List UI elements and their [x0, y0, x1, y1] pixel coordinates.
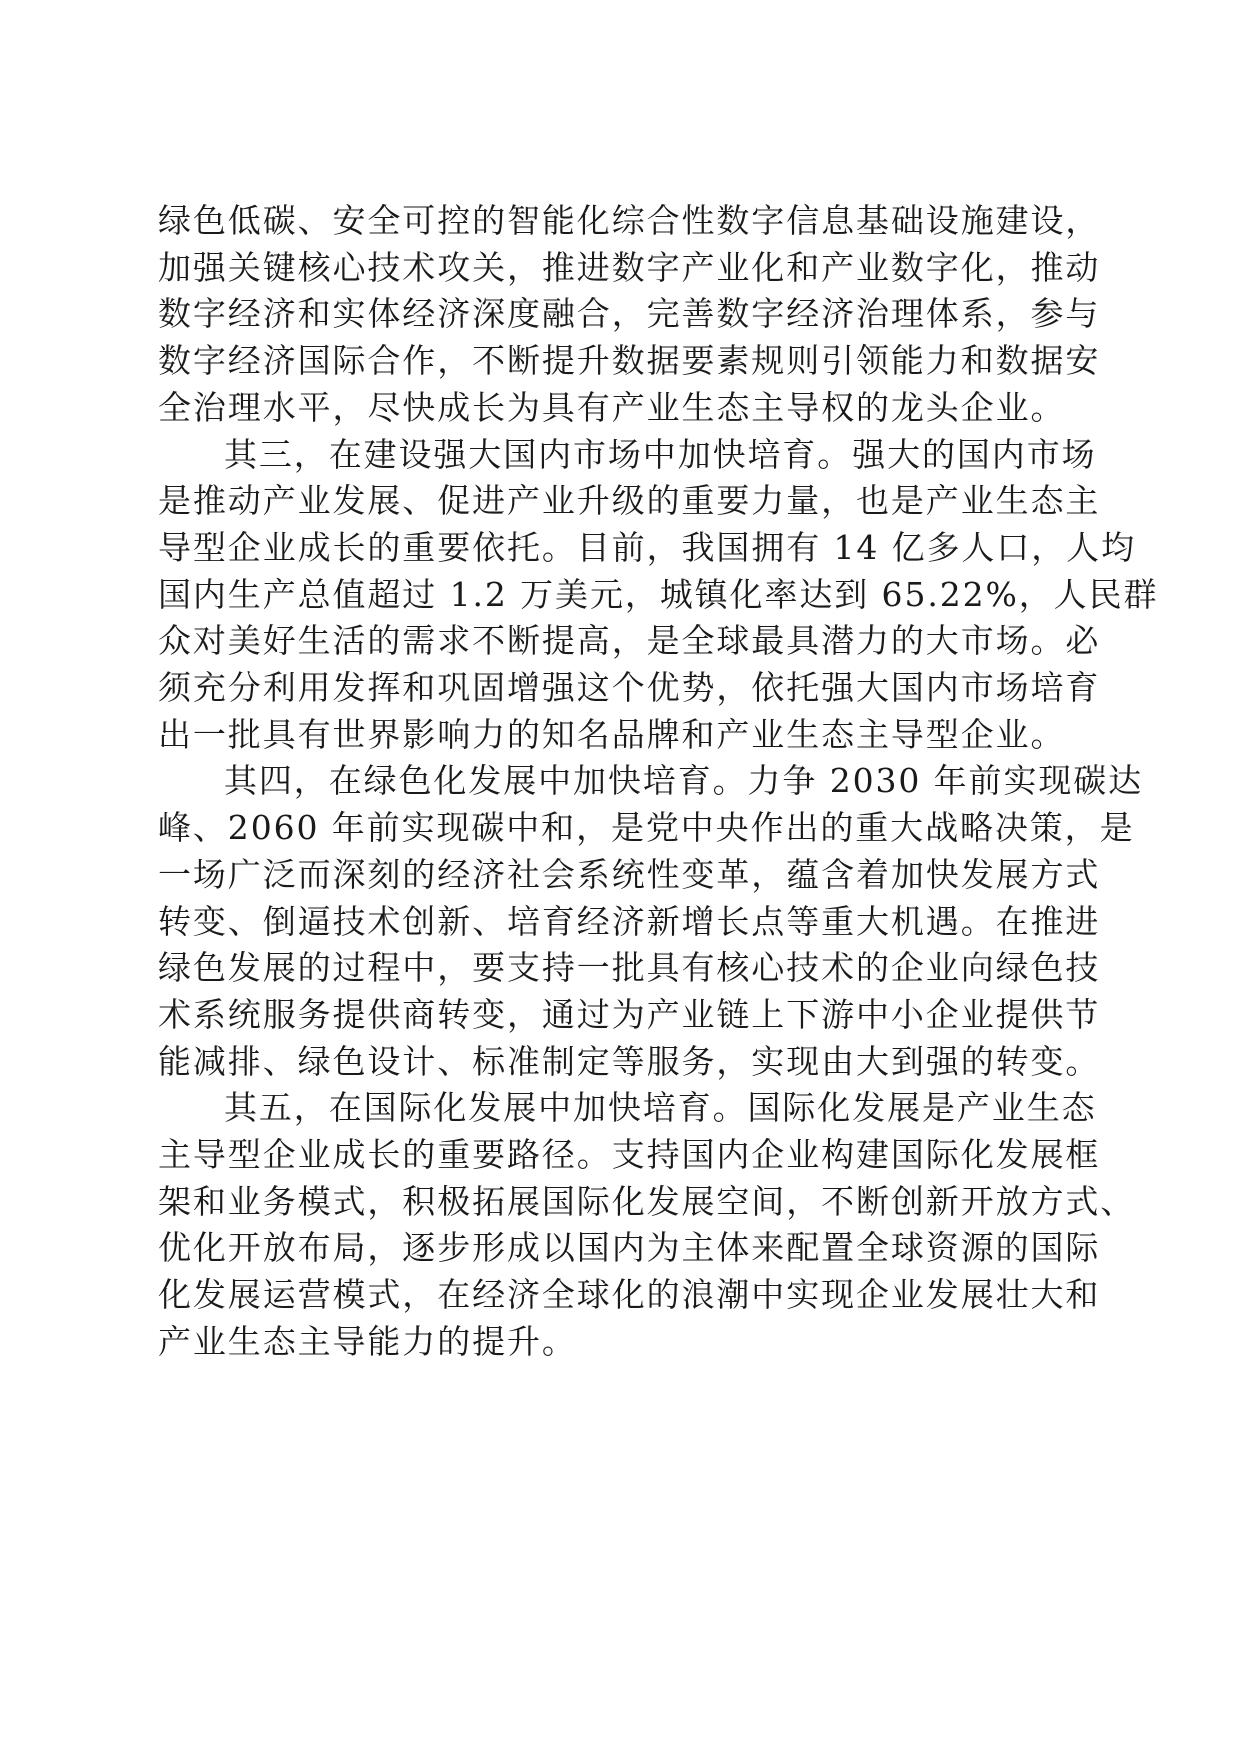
text-line: 须充分利用发挥和巩固增强这个优势，依托强大国内市场培育	[158, 668, 1101, 708]
body-text	[158, 198, 1159, 1366]
text-line: 主导型企业成长的重要路径。支持国内企业构建国际化发展框	[158, 1135, 1101, 1175]
text-line: 导型企业成长的重要依托。目前，我国拥有 14 亿多人口，人均	[158, 527, 1136, 567]
text-line: 是推动产业发展、促进产业升级的重要力量，也是产业生态主	[158, 481, 1101, 521]
paragraph-first-line: 其四，在绿色化发展中加快培育。力争 2030 年前实现碳达	[224, 761, 1144, 801]
text-line: 国内生产总值超过 1.2 万美元，城镇化率达到 65.22%，人民群	[158, 574, 1159, 614]
text-line: 众对美好生活的需求不断提高，是全球最具潜力的大市场。必	[158, 621, 1101, 661]
text-line: 数字经济和实体经济深度融合，完善数字经济治理体系，参与	[158, 294, 1101, 334]
text-line: 全治理水平，尽快成长为具有产业生态主导权的龙头企业。	[158, 387, 1066, 427]
paragraph-first-line: 其三，在建设强大国内市场中加快培育。强大的国内市场	[224, 434, 1097, 474]
text-line: 架和业务模式，积极拓展国际化发展空间，不断创新开放方式、	[158, 1181, 1136, 1221]
text-line: 绿色发展的过程中，要支持一批具有核心技术的企业向绿色技	[158, 948, 1101, 988]
text-line: 转变、倒逼技术创新、培育经济新增长点等重大机遇。在推进	[158, 901, 1101, 941]
text-line: 术系统服务提供商转变，通过为产业链上下游中小企业提供节	[158, 994, 1101, 1034]
text-line: 出一批具有世界影响力的知名品牌和产业生态主导型企业。	[158, 714, 1066, 754]
text-line: 峰、2060 年前实现碳中和，是党中央作出的重大战略决策，是	[158, 808, 1135, 848]
text-line: 化发展运营模式，在经济全球化的浪潮中实现企业发展壮大和	[158, 1275, 1101, 1315]
text-line: 加强关键核心技术攻关，推进数字产业化和产业数字化，推动	[158, 247, 1101, 287]
paragraph-first-line: 其五，在国际化发展中加快培育。国际化发展是产业生态	[224, 1088, 1097, 1128]
text-line: 能减排、绿色设计、标准制定等服务，实现由大到强的转变。	[158, 1041, 1101, 1081]
text-line: 数字经济国际合作，不断提升数据要素规则引领能力和数据安	[158, 341, 1101, 381]
text-line: 一场广泛而深刻的经济社会系统性变革，蕴含着加快发展方式	[158, 854, 1101, 894]
text-line: 优化开放布局，逐步形成以国内为主体来配置全球资源的国际	[158, 1228, 1101, 1268]
text-line: 产业生态主导能力的提升。	[158, 1321, 577, 1361]
text-line: 绿色低碳、安全可控的智能化综合性数字信息基础设施建设，	[158, 201, 1101, 240]
